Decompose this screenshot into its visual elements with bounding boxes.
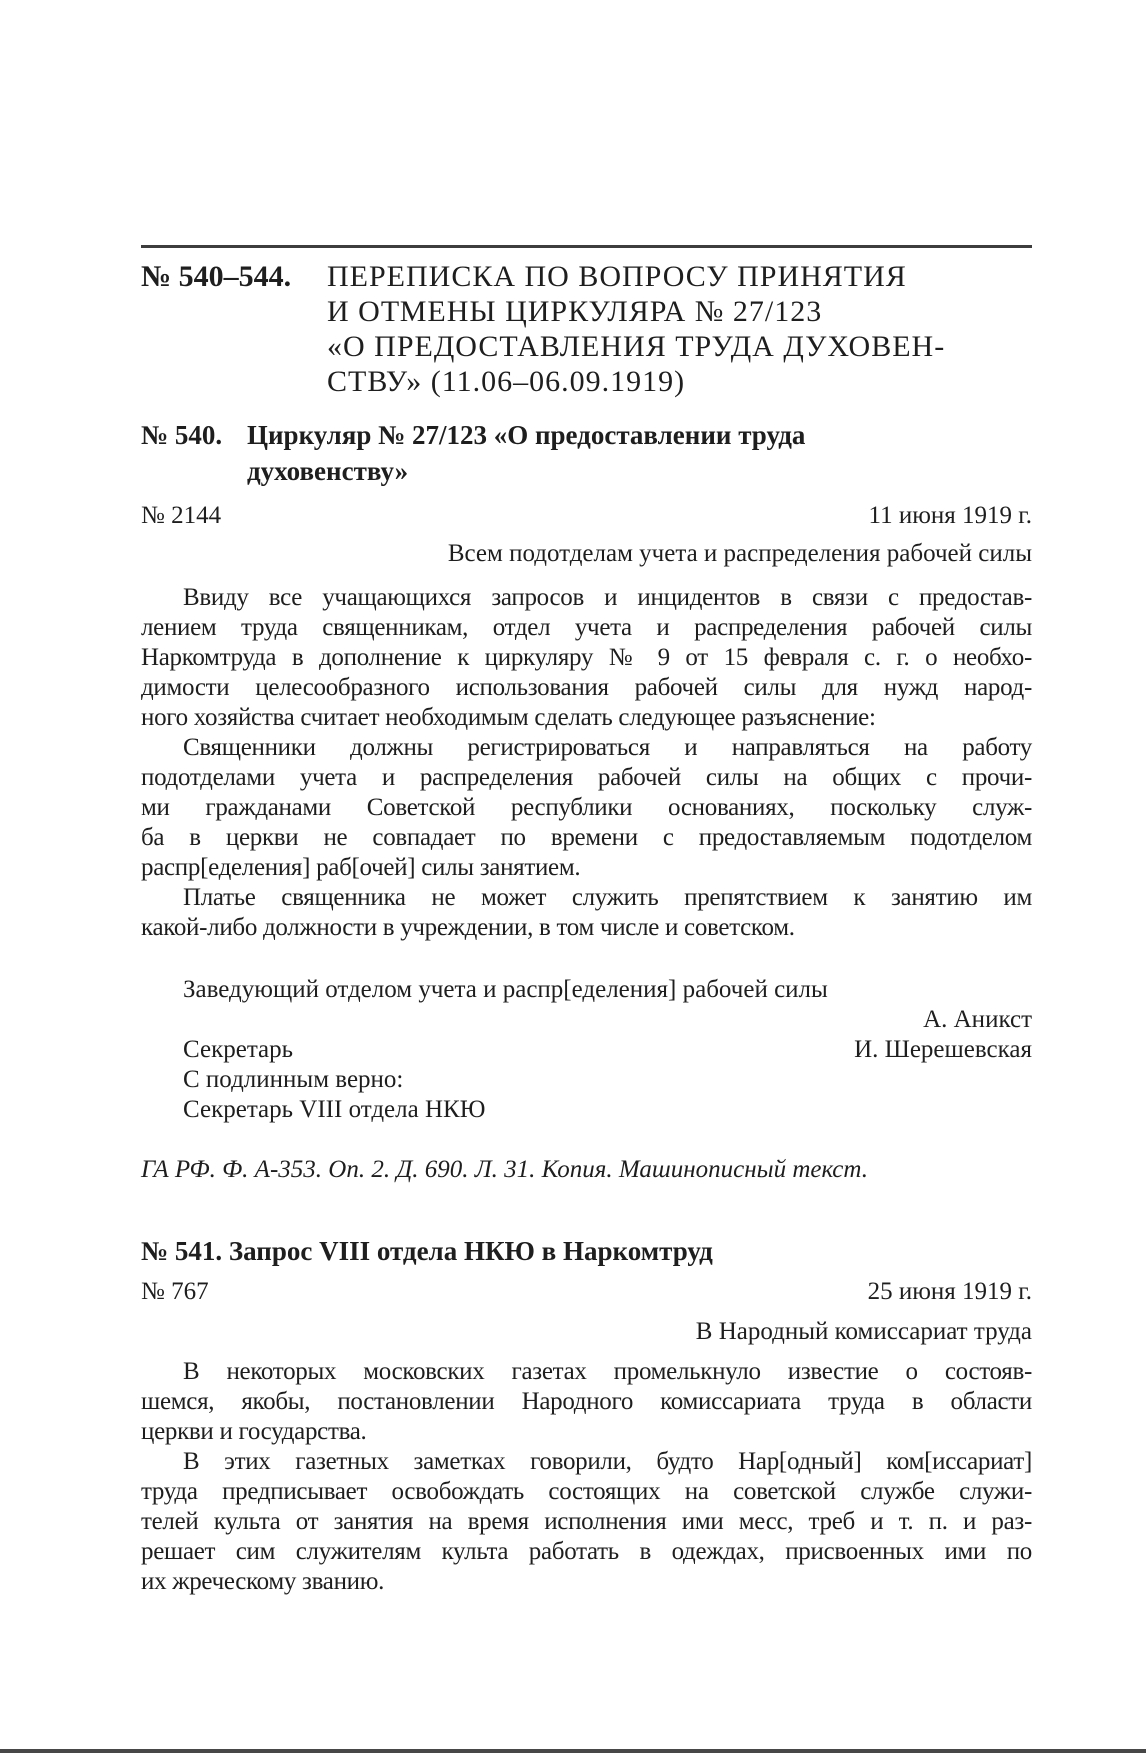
signature-row	[141, 1035, 1032, 1065]
text-line: церкви и государства.	[141, 1418, 367, 1445]
doc540-number-date-row	[141, 501, 1032, 531]
text-line: Платье священника не может служить препятствием к занятию им	[183, 884, 1032, 911]
text-line: какой-либо должности в учреждении, в том числе и советском.	[141, 914, 795, 941]
signature-role: Заведующий отделом учета и распр[еделения] рабочей силы	[183, 976, 828, 1003]
doc540-number: № 2144	[141, 502, 222, 529]
bottom-rule	[0, 1749, 1146, 1753]
section-heading-title	[327, 259, 1032, 399]
doc540-paragraph-1	[141, 583, 1032, 733]
text-line: решает сим служителям культа работать в одеждах, присвоенных ими по	[141, 1538, 1032, 1565]
doc541-number-date-row	[141, 1277, 1032, 1307]
text-line: распр[еделения] раб[очей] силы занятием.	[141, 854, 581, 881]
signature-name: А. Аникст	[923, 1006, 1032, 1033]
text-line: В некоторых московских газетах промелькнуло известие о состояв-	[183, 1358, 1032, 1385]
text-line: Ввиду все учащающихся запросов и инцидентов в связи с предостав-	[183, 584, 1032, 611]
text-line: Циркуляр № 27/123 «О предоставлении труда	[247, 420, 806, 450]
section-heading-number: № 540–544.	[141, 260, 292, 293]
text-line: ба в церкви не совпадает по времени с предоставляемым подотделом	[141, 824, 1032, 851]
signature-name: И. Шерешевская	[854, 1036, 1032, 1063]
text-line: ПЕРЕПИСКА ПО ВОПРОСУ ПРИНЯТИЯ	[327, 260, 907, 293]
text-line: Наркомтруда в дополнение к циркуляру № 9 от 15 февраля с. г. о необхо-	[141, 644, 1032, 671]
certifier-line: Секретарь VIII отдела НКЮ	[183, 1096, 486, 1123]
text-line: «О ПРЕДОСТАВЛЕНИЯ ТРУДА ДУХОВЕН-	[327, 330, 946, 363]
text-line: лением труда священникам, отдел учета и распределения рабочей силы	[141, 614, 1032, 641]
signature-role: Секретарь	[183, 1036, 294, 1063]
doc541-number: № 767	[141, 1278, 209, 1305]
doc540-signature-block	[141, 975, 1032, 1125]
certification-line: С подлинным верно:	[183, 1066, 404, 1093]
text-line: Священники должны регистрироваться и направляться на работу	[183, 734, 1032, 761]
text-line: их жреческому званию.	[141, 1568, 385, 1595]
doc540-paragraph-3	[141, 883, 1032, 943]
doc540-addressee: Всем подотделам учета и распределения рабочей силы	[447, 540, 1032, 567]
section-heading	[141, 259, 1032, 399]
text-line: димости целесообразного использования рабочей силы для нужд народ-	[141, 674, 1032, 701]
text-line: СТВУ» (11.06–06.09.1919)	[327, 365, 686, 398]
text-line: телей культа от занятия на время исполнения ими месс, треб и т. п. и раз-	[141, 1508, 1032, 1535]
doc540-paragraph-2	[141, 733, 1032, 883]
text-column	[141, 0, 1032, 1597]
doc540-heading-number: № 540.	[141, 420, 223, 450]
text-line: шемся, якобы, постановлении Народного комиссариата труда в области	[141, 1388, 1032, 1415]
text-line: подотделами учета и распределения рабочей силы на общих с прочи-	[141, 764, 1032, 791]
doc541-addressee: В Народный комиссариат труда	[695, 1318, 1032, 1345]
doc541-paragraph-2	[141, 1447, 1032, 1597]
doc540-heading	[141, 417, 1032, 489]
text-line: ми гражданами Советской республики основаниях, поскольку служ-	[141, 794, 1032, 821]
doc540-date: 11 июня 1919 г.	[868, 502, 1032, 529]
text-line: ного хозяйства считает необходимым сделать следующее разъяснение:	[141, 704, 876, 731]
doc541-heading: № 541. Запрос VIII отдела НКЮ в Наркомтруд	[141, 1236, 713, 1266]
text-line: труда предписывает освобождать состоящих на советской службе служи-	[141, 1478, 1032, 1505]
doc540-heading-title	[247, 417, 805, 489]
doc541-date: 25 июня 1919 г.	[867, 1278, 1032, 1305]
doc541-paragraph-1	[141, 1357, 1032, 1447]
text-line: И ОТМЕНЫ ЦИРКУЛЯРА № 27/123	[327, 295, 823, 328]
text-line: духовенству»	[247, 456, 409, 486]
archival-citation: ГА РФ. Ф. А-353. Оп. 2. Д. 690. Л. 31. Копия. Машинописный текст.	[141, 1156, 868, 1183]
text-line: В этих газетных заметках говорили, будто Нар[одный] ком[иссариат]	[183, 1448, 1032, 1475]
top-rule	[141, 245, 1032, 248]
